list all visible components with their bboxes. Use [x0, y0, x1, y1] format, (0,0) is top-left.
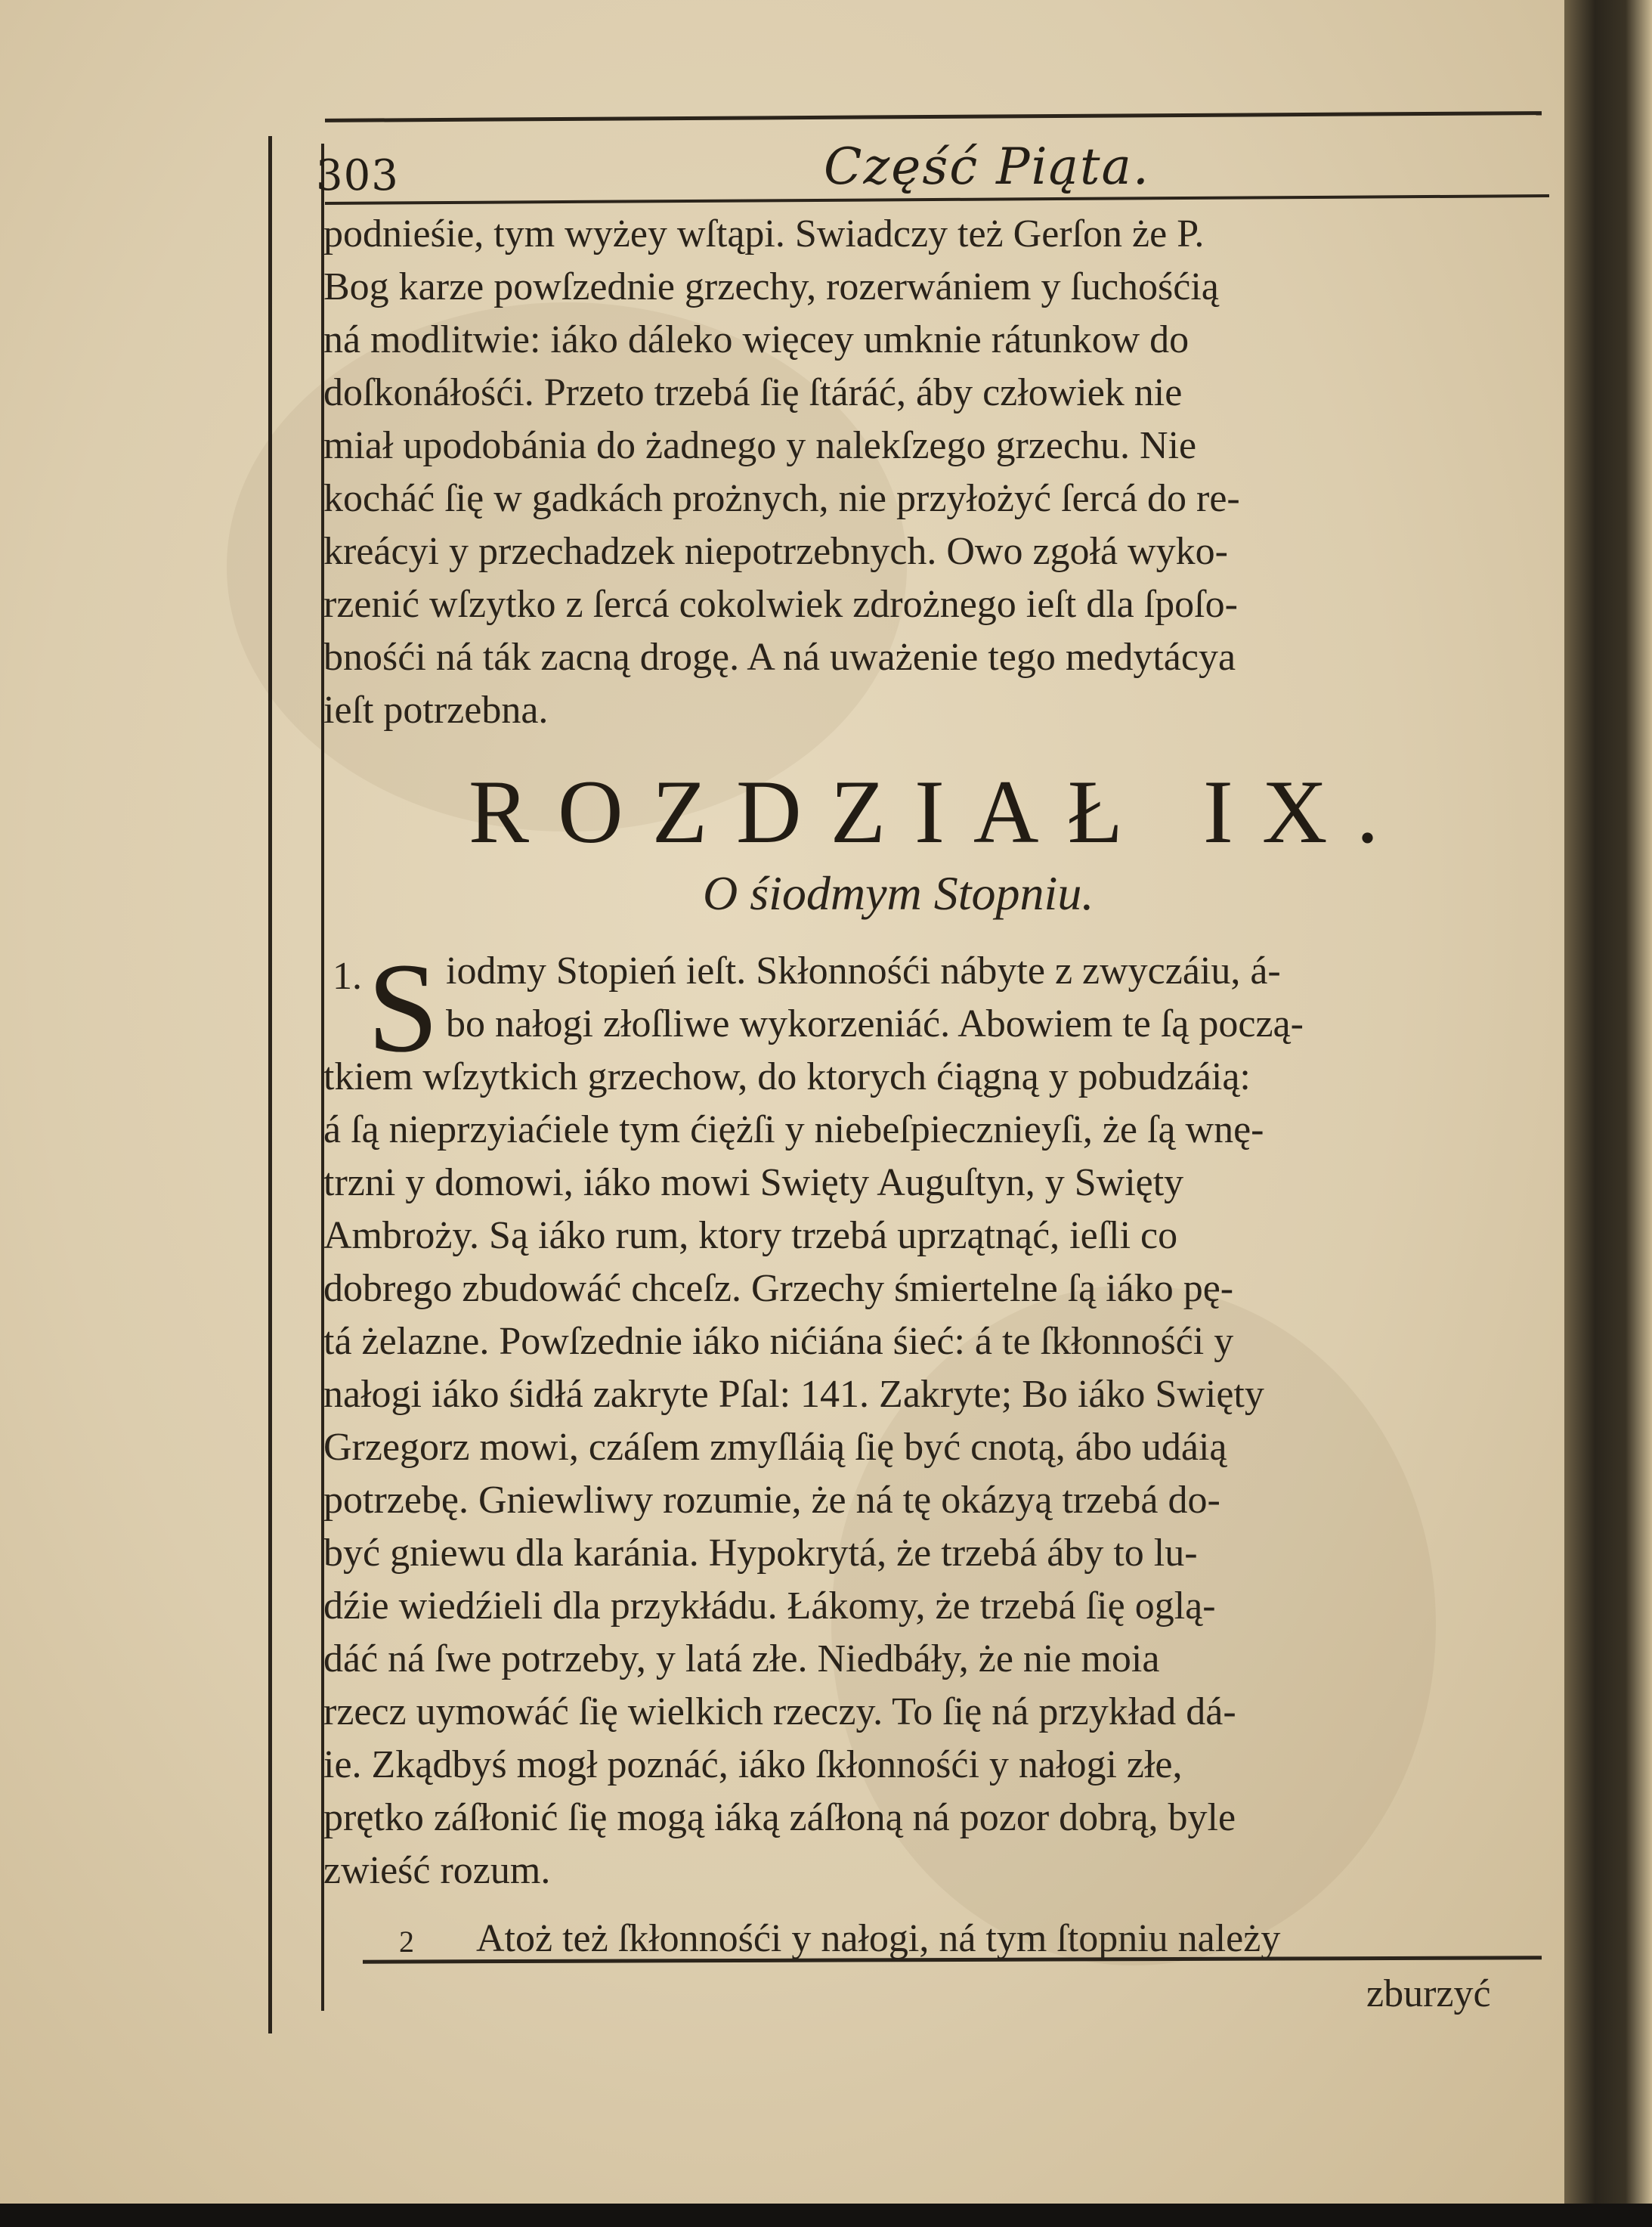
- text-line: dáć ná ſwe potrzeby, y latá złe. Niedbáły, że nie moia: [323, 1637, 1160, 1680]
- text-line: iodmy Stopień ieſt. Skłonnośći nábyte z zwyczáiu, á-: [446, 949, 1281, 993]
- text-line: Atoż też ſkłonnośći y nałogi, ná tym ſtopniu należy: [476, 1917, 1281, 1960]
- text-line: trzni y domowi, iáko mowi Swięty Auguſtyn, y Swięty: [323, 1161, 1184, 1204]
- text-line: podnieśie, tym wyżey wſtąpi. Swiadczy też Gerſon że P.: [323, 212, 1205, 256]
- book-gutter: [1564, 0, 1652, 2227]
- text-line: Grzegorz mowi, czáſem zmyſláią ſię być cnotą, ábo udáią: [323, 1426, 1227, 1469]
- text-line: tkiem wſzytkich grzechow, do ktorych ćiągną y pobudzáią:: [323, 1055, 1251, 1098]
- running-title: Część Piąta.: [824, 138, 1150, 196]
- text-line: ie. Zkądbyś mogł poznáć, iáko ſkłonnośći y nałogi złe,: [323, 1743, 1183, 1786]
- chapter-subtitle: O śiodmym Stopniu.: [703, 866, 1094, 920]
- paragraph-number: 1.: [333, 955, 362, 998]
- paragraph1-body: [323, 1051, 1570, 1897]
- text-line: rzenić wſzytko z ſercá cokolwiek zdrożnego ieſt dla ſpoſo-: [323, 583, 1238, 626]
- left-outer-rule: [268, 136, 272, 2033]
- paragraph2: [476, 1913, 1564, 1965]
- text-line: zwieść rozum.: [323, 1849, 551, 1892]
- paragraph-number: 2: [399, 1925, 414, 1959]
- text-line: być gniewu dla karánia. Hypokrytá, że trzebá áby to lu-: [323, 1532, 1198, 1575]
- text-line: bo nałogi złoſliwe wykorzeniáć. Abowiem te ſą począ-: [446, 1002, 1304, 1045]
- text-line: potrzebę. Gniewliwy rozumie, że ná tę okázyą trzebá do-: [323, 1479, 1220, 1522]
- header-rule: [325, 194, 1549, 205]
- text-line: tá żelazne. Powſzednie iáko nićiána śieć: á te ſkłonnośći y: [323, 1320, 1234, 1363]
- text-line: miał upodobánia do żadnego y nalekſzego grzechu. Nie: [323, 424, 1197, 467]
- scan-bottom-edge: [0, 2204, 1652, 2227]
- text-line: dźie wiedźieli dla przykłádu. Łákomy, że trzebá ſię oglą-: [323, 1584, 1216, 1628]
- text-line: doſkonáłośći. Przeto trzebá ſię ſtáráć, áby człowiek nie: [323, 371, 1183, 414]
- text-line: bnośći ná ták zacną drogę. A ná uważenie tego medytácya: [323, 636, 1236, 679]
- chapter-heading: ROZDZIAŁ IX.: [469, 761, 1408, 862]
- text-line: kocháć ſię w gadkách prożnych, nie przyłożyć ſercá do re-: [323, 477, 1240, 520]
- drop-cap: S: [367, 937, 439, 1079]
- intro-paragraph: [323, 208, 1570, 737]
- page-number: 303: [316, 151, 399, 200]
- catchword: zburzyć: [1366, 1972, 1491, 2015]
- text-line: rzecz uymowáć ſię wielkich rzeczy. To ſię ná przykład dá-: [323, 1690, 1236, 1733]
- text-line: nałogi iáko śidłá zakryte Pſal: 141. Zakryte; Bo iáko Swięty: [323, 1373, 1264, 1416]
- text-line: kreácyi y przechadzek niepotrzebnych. Owo zgołá wyko-: [323, 530, 1228, 573]
- text-line: ná modlitwie: iáko dáleko więcey umknie rátunkow do: [323, 318, 1190, 361]
- text-line: ieſt potrzebna.: [323, 689, 549, 732]
- paragraph1-opening: [446, 945, 1564, 1051]
- text-line: dobrego zbudowáć chceſz. Grzechy śmiertelne ſą iáko pę-: [323, 1267, 1234, 1310]
- text-line: prętko záſłonić ſię mogą iáką záſłoną ná pozor dobrą, byle: [323, 1796, 1236, 1839]
- top-rule: [325, 111, 1542, 122]
- text-line: Ambroży. Są iáko rum, ktory trzebá uprzątnąć, ieſli co: [323, 1214, 1178, 1257]
- text-line: á ſą nieprzyiaćiele tym ćiężſi y niebeſpiecznieyſi, że ſą wnę-: [323, 1108, 1264, 1151]
- text-line: Bog karze powſzednie grzechy, rozerwániem y ſuchośćią: [323, 265, 1219, 308]
